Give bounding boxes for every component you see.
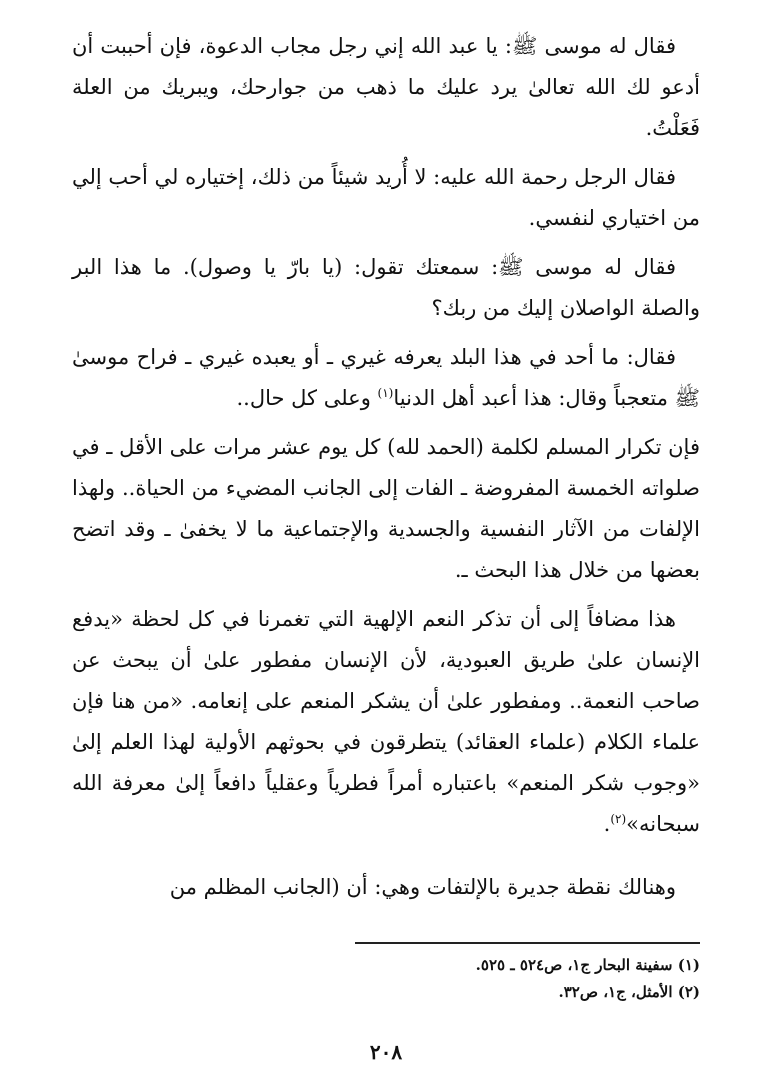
paragraph-1: فقال له موسى ﷺ: يا عبد الله إني رجل مجاب الدعوة، فإن أحببت أن أدعو لك الله تعالىٰ يرد عليك ما ذهب من جوارحك، ويبريك من العلة فَعَلْتُ. <box>72 34 700 140</box>
paragraph-3: فقال له موسى ﷺ: سمعتك تقول: (يا بارّ يا وصول). ما هذا البر والصلة الواصلان إليك من ربك؟ <box>72 255 700 320</box>
footnotes <box>72 952 700 1006</box>
paragraph-4-text: فقال: ما أحد في هذا البلد يعرفه غيري ـ أو يعبده غيري ـ فراح موسىٰ ﷺ متعجباً وقال: هذا أعبد أهل الدنيا <box>72 345 700 410</box>
paragraph-2: فقال الرجل رحمة الله عليه: لا أُريد شيئاً من ذلك، إختياره لي أحب إلي من اختياري لنفسي. <box>72 165 700 230</box>
paragraph-5: فإن تكرار المسلم لكلمة (الحمد لله) كل يوم عشر مرات على الأقل ـ في صلواته الخمسة المفروضة ـ الفات إلى الجانب المضيء من الحياة.. ولهذا الإلفات من الآثار النفسية والجسدية والإجتماعية ما لا يخفىٰ ـ وقد اتضح بعضها من خلال هذا البحث ـ. <box>72 435 700 582</box>
paragraph-6-text: هذا مضافاً إلى أن تذكر النعم الإلهية التي تغمرنا في كل لحظة «يدفع الإنسان علىٰ طريق العبودية، لأن الإنسان مفطور علىٰ أن يبحث عن صاحب النعمة.. ومفطور علىٰ أن يشكر المنعم على إنعامه. «من هنا فإن علماء الكلام (علماء العقائد) يتطرقون في بحوثهم الأولية لهذا العلم إلىٰ «وجوب شكر المنعم» باعتباره أمراً فطرياً وعقلياً دافعاً إلىٰ معرفة الله سبحانه» <box>72 607 700 836</box>
page-number: ٢٠٨ <box>369 1040 403 1064</box>
paragraph-4 <box>72 337 700 419</box>
footnote-ref-1: (١) <box>377 386 394 400</box>
paragraph-6 <box>72 599 700 845</box>
paragraph-7: وهنالك نقطة جديرة بالإلتفات وهي: أن (الجانب المظلم من <box>169 875 676 899</box>
body-text <box>72 26 700 916</box>
footnote-2: (٢) الأمثل، ج١، ص٣٢. <box>558 983 700 1001</box>
footnote-divider <box>355 942 700 944</box>
footnote-ref-2: (٢) <box>610 812 627 826</box>
paragraph-4-tail: وعلى كل حال.. <box>236 386 378 410</box>
footnote-1: (١) سفينة البحار ج١، ص٥٢٤ ـ ٥٢٥. <box>475 956 700 974</box>
paragraph-6-tail: . <box>603 812 611 836</box>
